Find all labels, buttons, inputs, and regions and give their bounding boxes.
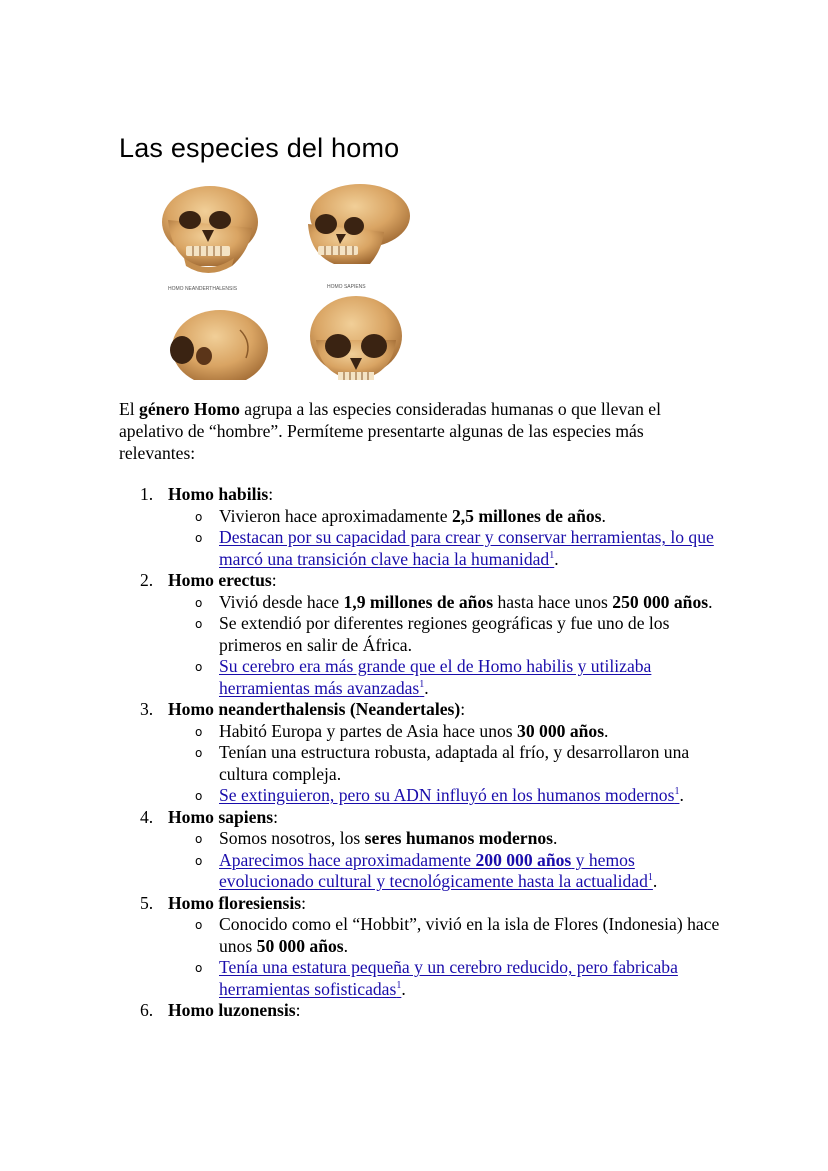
- detail-item: o Tenía una estatura pequeña y un cerebro reducido, pero fabricaba herramientas sofisticadas$^1$.: [195, 957, 678, 999]
- detail-item: o Habitó Europa y partes de Asia hace unos 30 000 años.: [168, 721, 720, 743]
- bullet-icon: o: [195, 595, 203, 610]
- species-name: Homo neanderthalensis (Neandertales): [168, 699, 461, 719]
- species-item: 3. Homo neanderthalensis (Neandertales): o Habitó Europa y partes de Asia hace unos 30 000 años. o Tenían una estructura robusta, adaptada al frío, y desarrollaron una cultura compleja. o Se extinguieron, pero su ADN influyó en los humanos modernos$^1$.: [140, 699, 720, 807]
- sapiens-skull-image: [308, 184, 410, 264]
- bullet-icon: o: [195, 832, 203, 846]
- intro-paragraph: El género Homo agrupa a las especies consideradas humanas o que llevan el apelativo de “hombre”. Permíteme presentarte algunas de las especies más relevantes:: [119, 399, 661, 463]
- detail-item: o Conocido como el “Hobbit”, vivió en la isla de Flores (Indonesia) hace unos 50 000 años.: [195, 914, 720, 956]
- detail-item: o Destacan por su capacidad para crear y conservar herramientas, lo que marcó una transición clave hacia la humanidad$^1$.: [195, 527, 714, 569]
- detail-item: o Se extinguieron, pero su ADN influyó en los humanos modernos$^1$.: [168, 785, 720, 807]
- reference-link[interactable]: Se extinguieron, pero su ADN influyó en los humanos modernos$^1$: [219, 785, 680, 805]
- detail-item: o Aparecimos hace aproximadamente 200 000 años y hemos evolucionado cultural y tecnológicamente hasta la actualidad$^1$.: [195, 849, 658, 891]
- species-details: [168, 828, 720, 893]
- page-title: Las especies del homo: [119, 133, 400, 163]
- detail-item: o Somos nosotros, los seres humanos modernos.: [168, 828, 720, 850]
- species-item: 2. Homo erectus: o Vivió desde hace 1,9 millones de años hasta hace unos 250 000 años. o Se extendió por diferentes regiones geográficas y fue uno de los primeros en salir de África. o Su cerebro era más grande que el de Homo habilis y utilizaba herramientas más avanzadas$^1$.: [140, 570, 720, 699]
- species-item: 5. Homo floresiensis: o Conocido como el “Hobbit”, vivió en la isla de Flores (Indonesia) hace unos 50 000 años. o Tenía una estatura pequeña y un cerebro reducido, pero fabricaba herramientas sofisticadas$^1$.: [140, 892, 720, 999]
- species-list: [140, 484, 720, 1022]
- species-name: Homo luzonensis: [168, 1000, 296, 1020]
- bullet-icon: o: [195, 531, 203, 545]
- reference-link[interactable]: Tenía una estatura pequeña y un cerebro reducido, pero fabricaba herramientas sofisticadas$^1$: [219, 957, 678, 999]
- detail-item: o Vivieron hace aproximadamente 2,5 millones de años.: [168, 506, 720, 528]
- bullet-icon: o: [195, 724, 203, 739]
- species-name: Homo floresiensis: [168, 892, 302, 913]
- bullet-icon: o: [195, 789, 203, 803]
- reference-link[interactable]: Su cerebro era más grande que el de Homo habilis y utilizaba herramientas más avanzadas$^1$: [219, 656, 652, 698]
- species-item: 4. Homo sapiens: o Somos nosotros, los seres humanos modernos. o Aparecimos hace aproximadamente 200 000 años y hemos evolucionado cultural y tecnológicamente hasta la actualidad$^1$.: [140, 807, 720, 893]
- species-name: Homo sapiens: [168, 806, 274, 827]
- detail-item: o Se extendió por diferentes regiones geográficas y fue uno de los primeros en salir de África.: [195, 613, 670, 655]
- bullet-icon: o: [195, 853, 203, 868]
- species-name: Homo habilis: [168, 484, 269, 504]
- species-item: 1. Homo habilis: o Vivieron hace aproximadamente 2,5 millones de años. o Destacan por su capacidad para crear y conservar herramientas, lo que marcó una transición clave hacia la humanidad$^1$.: [140, 484, 720, 570]
- neanderthal-skull-image: [162, 186, 258, 273]
- detail-item: o Su cerebro era más grande que el de Homo habilis y utilizaba herramientas más avanzadas$^1$.: [195, 656, 652, 698]
- bullet-icon: o: [195, 961, 203, 975]
- species-details: [168, 721, 720, 807]
- intro-bold-term: género Homo: [139, 399, 240, 419]
- bullet-icon: o: [195, 509, 203, 524]
- bullet-icon: o: [195, 746, 203, 760]
- species-details: [168, 592, 720, 700]
- skulls-illustration: [120, 180, 452, 380]
- species-item: 6. Homo luzonensis:: [140, 1000, 301, 1020]
- bullet-icon: o: [195, 660, 203, 674]
- reference-link[interactable]: Destacan por su capacidad para crear y conservar herramientas, lo que marcó una transición clave hacia la humanidad$^1$: [219, 527, 714, 569]
- bullet-icon: o: [195, 617, 203, 631]
- neanderthal-caption: HOMO NEANDERTHALENSIS: [168, 286, 238, 292]
- species-name: Homo erectus: [168, 570, 272, 590]
- species-details: [168, 506, 720, 571]
- detail-item: o Tenían una estructura robusta, adaptada al frío, y desarrollaron una cultura compleja.: [195, 742, 690, 784]
- skulls-figure: [120, 180, 452, 380]
- reference-link[interactable]: Aparecimos hace aproximadamente 200 000 años y hemos evolucionado cultural y tecnológicamente hasta la actualidad$^1$: [219, 849, 653, 891]
- detail-item: o Vivió desde hace 1,9 millones de años hasta hace unos 250 000 años.: [168, 592, 720, 614]
- species-details: [168, 914, 720, 1000]
- sapiens-caption: HOMO SAPIENS: [327, 284, 366, 290]
- side-skull-image: [170, 310, 268, 380]
- frontal-skull-image: [310, 296, 402, 380]
- bullet-icon: o: [195, 918, 203, 932]
